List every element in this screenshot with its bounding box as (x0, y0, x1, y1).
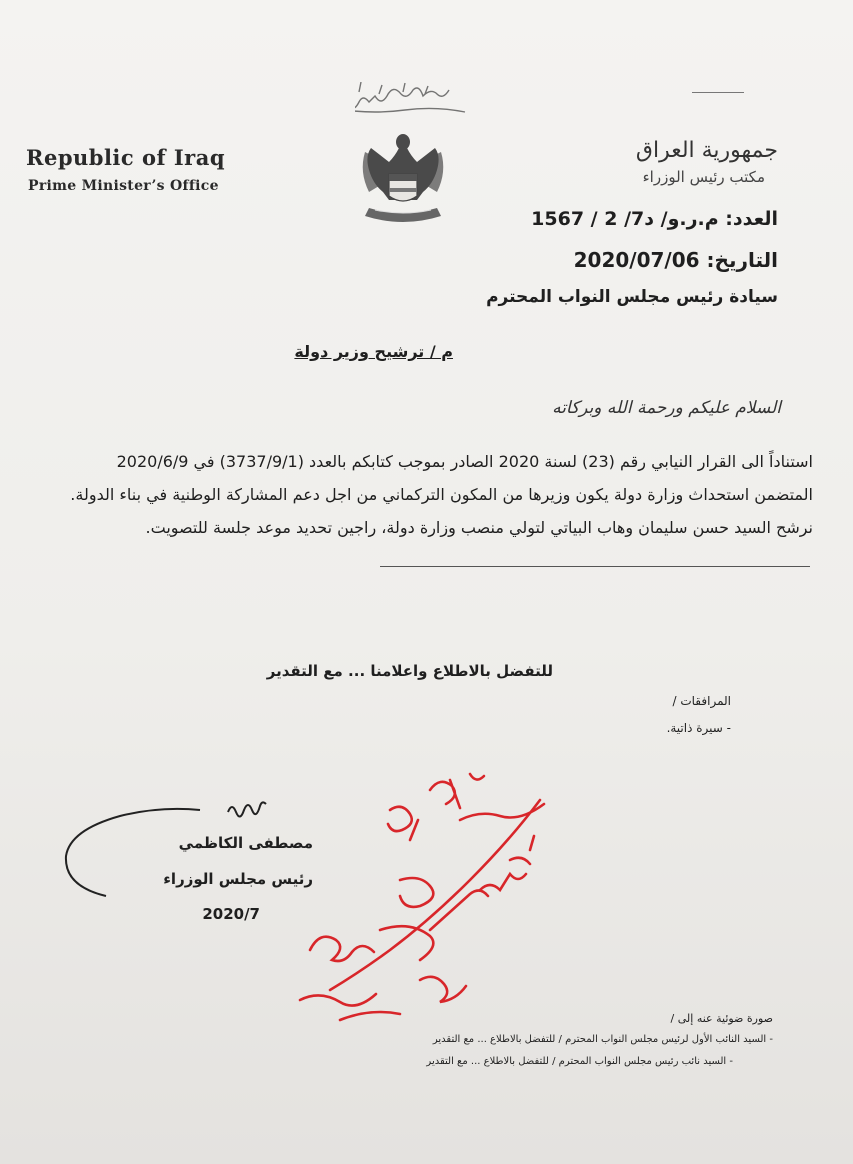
addressee: سيادة رئيس مجلس النواب المحترم (486, 287, 778, 307)
letterhead-en-subtitle: Prime Minister’s Office (28, 178, 219, 194)
reference-date: التاريخ: 2020/07/06 (573, 248, 778, 272)
closing-line: للتفضل بالاطلاع واعلامنا ... مع التقدير (266, 662, 553, 680)
reference-number: العدد: م.ر.و/ د7/ 2 / 1567 (531, 208, 778, 230)
letterhead-ar-title: جمهورية العراق (635, 138, 778, 163)
greeting: السلام عليكم ورحمة الله وبركاته (552, 398, 781, 418)
letterhead-ar-subtitle: مكتب رئيس الوزراء (642, 168, 765, 186)
copies-line-2: - السيد نائب رئيس مجلس النواب المحترم / للتفضل بالاطلاع ... مع التقدير (426, 1056, 733, 1067)
attachments-item: - سيرة ذاتية. (666, 721, 731, 735)
signatory-name: مصطفى الكاظمي (178, 834, 313, 852)
body-paragraph-1: استناداً الى القرار النيابي رقم (23) لسنة 2020 الصادر بموجب كتابكم بالعدد (3737/9/1) في 2020/6/9 المتضمن استحداث وزارة دولة يكون وزيرها من المكون التركماني من اجل دعم المشاركة الوطنية في بناء الدولة. (70, 452, 813, 504)
subject-line: م / ترشيح وزير دولة (294, 342, 453, 361)
signatory-date: 2020/7 (202, 905, 260, 923)
header-rule (692, 92, 744, 93)
text-strike-rule (380, 566, 810, 567)
handwritten-annotation (280, 750, 580, 1050)
letterhead-en-title: Republic of Iraq (26, 145, 226, 170)
letter-body (53, 445, 813, 544)
copies-line-1: - السيد النائب الأول لرئيس مجلس النواب المحترم / للتفضل بالاطلاع ... مع التقدير (432, 1034, 773, 1045)
copies-heading: صورة ضوئية عنه إلى / (670, 1012, 773, 1025)
signatory-title: رئيس مجلس الوزراء (163, 870, 313, 888)
body-paragraph-2: نرشح السيد حسن سليمان وهاب البياتي لتولي منصب وزارة دولة، راجين تحديد موعد جلسة للتصويت. (145, 518, 813, 537)
iraq-emblem-icon (355, 82, 475, 252)
attachments-heading: المرافقات / (672, 694, 731, 708)
